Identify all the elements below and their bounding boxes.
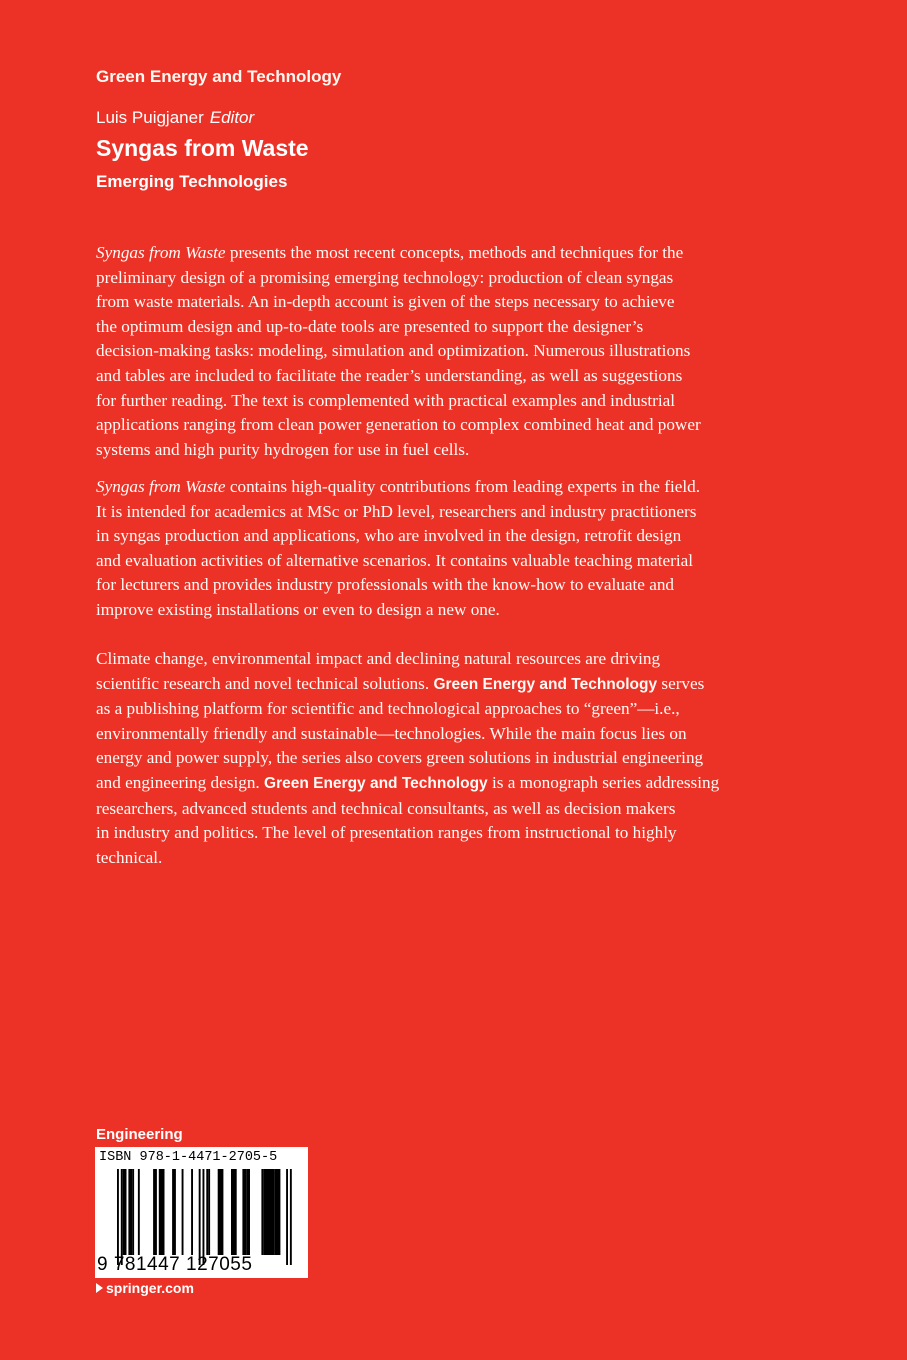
text-line: applications ranging from clean power generation to complex combined heat and power bbox=[96, 415, 701, 435]
book-title: Syngas from Waste bbox=[96, 135, 309, 161]
text-line: Climate change, environmental impact and declining natural resources are driving bbox=[96, 649, 661, 668]
description-paragraph-1 bbox=[96, 241, 776, 462]
editor-role: Editor bbox=[209, 108, 255, 127]
text-line: systems and high purity hydrogen for use in fuel cells. bbox=[96, 439, 470, 459]
arrow-right-icon bbox=[96, 1283, 103, 1293]
text-line: as a publishing platform for scientific and technological approaches to “green”—i.e., bbox=[96, 699, 680, 719]
text-line: for lecturers and provides industry professionals with the know-how to evaluate and bbox=[96, 575, 675, 595]
series-description-paragraph bbox=[96, 647, 776, 870]
website-link[interactable] bbox=[96, 1280, 194, 1296]
text-line: in syngas production and applications, who are involved in the design, retrofit design bbox=[96, 526, 682, 546]
text-line: and evaluation activities of alternative scenarios. It contains valuable teaching material bbox=[96, 550, 694, 570]
text-line: Syngas from Waste presents the most recent concepts, methods and techniques for the bbox=[96, 243, 684, 262]
text-line: scientific research and novel technical solutions. Green Energy and Technology serves bbox=[96, 673, 705, 693]
isbn-label: ISBN 978-1-4471-2705-5 bbox=[99, 1150, 278, 1165]
text-line: It is intended for academics at MSc or PhD level, researchers and industry practitioners bbox=[96, 501, 697, 521]
text-line: preliminary design of a promising emerging technology: production of clean syngas bbox=[96, 267, 674, 287]
editor-name: Luis Puigjaner bbox=[96, 108, 204, 127]
series-title: Green Energy and Technology bbox=[96, 67, 342, 86]
text-line: energy and power supply, the series also covers green solutions in industrial engineering bbox=[96, 748, 704, 768]
text-line: Syngas from Waste contains high-quality contributions from leading experts in the field. bbox=[96, 477, 701, 496]
text-line: technical. bbox=[96, 847, 163, 867]
text-line: for further reading. The text is complemented with practical examples and industrial bbox=[96, 390, 676, 410]
description-paragraph-2 bbox=[96, 475, 776, 623]
barcode-digits: 9 781447 127055 bbox=[97, 1254, 253, 1275]
barcode bbox=[95, 1147, 308, 1278]
text-line: from waste materials. An in-depth account is given of the steps necessary to achieve bbox=[96, 292, 675, 312]
text-line: decision-making tasks: modeling, simulation and optimization. Numerous illustrations bbox=[96, 341, 691, 361]
text-line: researchers, advanced students and technical consultants, as well as decision makers bbox=[96, 798, 676, 818]
text-line: the optimum design and up-to-date tools are presented to support the designer’s bbox=[96, 316, 644, 336]
text-line: in industry and politics. The level of presentation ranges from instructional to highly bbox=[96, 823, 677, 843]
series-name-inline: Green Energy and Technology bbox=[264, 774, 488, 792]
website-label: springer.com bbox=[106, 1280, 194, 1296]
editor-line bbox=[96, 108, 254, 128]
text-line: and tables are included to facilitate the reader’s understanding, as well as suggestions bbox=[96, 365, 683, 385]
series-name-inline: Green Energy and Technology bbox=[433, 675, 658, 693]
text-line: and engineering design. Green Energy and Technology is a monograph series addressing bbox=[96, 772, 720, 792]
category-label: Engineering bbox=[96, 1126, 183, 1143]
book-subtitle: Emerging Technologies bbox=[96, 172, 288, 191]
text-line: improve existing installations or even to design a new one. bbox=[96, 599, 500, 619]
text-line: environmentally friendly and sustainable—technologies. While the main focus lies on bbox=[96, 723, 687, 743]
